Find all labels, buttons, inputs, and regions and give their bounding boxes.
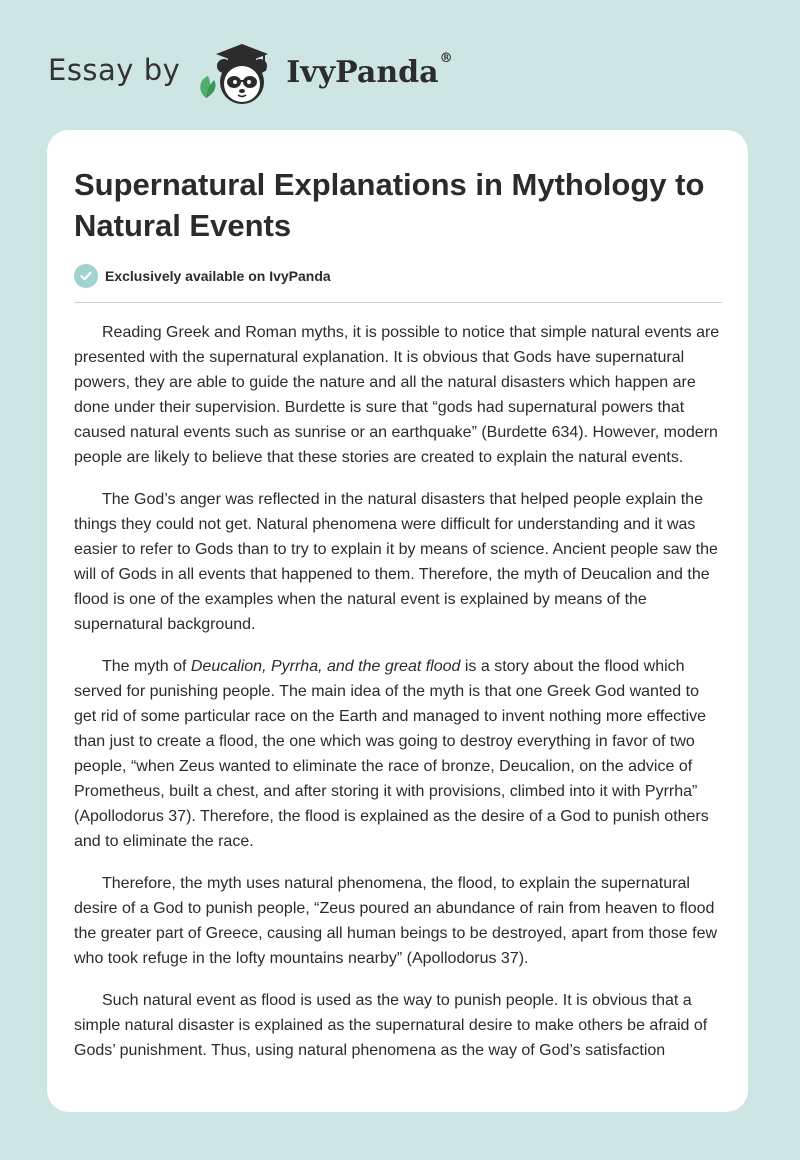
paragraph-5: Such natural event as flood is used as the way to punish people. It is obvious that a simple natural disaster is explained as the supernatural desire to make others be afraid of Gods’ punishment. Thus, using natural phenomena as the way of God’s satisfaction	[74, 992, 708, 1059]
paragraph-2: The God’s anger was reflected in the natural disasters that helped people explain the things they could not get. Natural phenomena were difficult for understanding and it was easier to refer to Gods than to try to explain it by means of science. Ancient people saw the will of Gods in all events that happened to them. Therefore, the myth of Deucalion and the flood is one of the examples when the natural event is explained by means of the supernatural background.	[74, 491, 718, 633]
panda-graduate-icon	[194, 36, 282, 108]
title-divider	[74, 302, 722, 303]
paragraph-1: Reading Greek and Roman myths, it is possible to notice that simple natural events are presented with the supernatural explanation. It is obvious that Gods have supernatural powers, they are able to guide the nature and all the natural disasters which happen are done under their supervision. Burdette is sure that “gods had supernatural powers that caused natural events such as sunrise or an earthquake” (Burdette 634). However, modern people are likely to believe that these stories are created to explain the natural events.	[74, 324, 720, 466]
essay-title: Supernatural Explanations in Mythology to Natural Events	[74, 167, 705, 243]
brand-name: IvyPanda®	[286, 50, 453, 90]
badge-text: Exclusively available on IvyPanda	[105, 268, 331, 284]
brand-prefix: Essay by	[48, 53, 181, 87]
myth-title: Deucalion, Pyrrha, and the great flood	[190, 658, 461, 675]
check-circle-icon	[74, 264, 98, 288]
exclusive-badge	[74, 263, 331, 289]
paragraph-3: The myth of Deucalion, Pyrrha, and the great flood is a story about the flood which served for punishing people. The main idea of the myth is that one Greek God wanted to get rid of some particular race on the Earth and managed to invent nothing more effective than just to create a flood, the one which was going to destroy everything in favor of two people, “when Zeus wanted to eliminate the race of bronze, Deucalion, on the advice of Prometheus, built a chest, and after storing it with provisions, climbed into it with Pyrrha” (Apollodorus 37). Therefore, the flood is explained as the desire of a God to punish others and to eliminate the race.	[74, 658, 709, 850]
essay-body	[74, 320, 724, 1080]
essay-card	[47, 130, 748, 1112]
paragraph-4: Therefore, the myth uses natural phenomena, the flood, to explain the supernatural desire of a God to punish people, “Zeus poured an abundance of rain from heaven to flood the greater part of Greece, causing all human beings to be destroyed, apart from those few who took refuge in the lofty mountains nearby” (Apollodorus 37).	[74, 875, 718, 967]
registered-mark: ®	[439, 50, 453, 66]
site-brand[interactable]	[48, 36, 453, 108]
